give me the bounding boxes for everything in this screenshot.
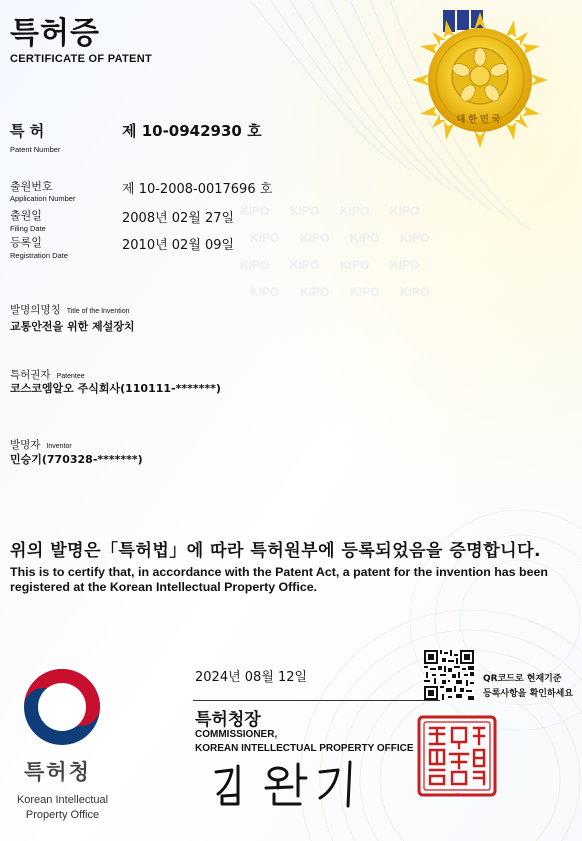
watermark-text: KIPO (240, 204, 270, 218)
svg-text:KIPO: KIPO (290, 204, 320, 218)
official-stamp (416, 714, 498, 798)
svg-text:KIPO: KIPO (350, 285, 380, 299)
office-name-en: Korean Intellectual Property Office (16, 794, 109, 821)
svg-text:KIPO: KIPO (390, 204, 420, 218)
svg-text:KIPO: KIPO (250, 231, 280, 245)
office-name-ko: 특허청 (24, 760, 91, 784)
patent-number-value: 제 10-0942930 호 (122, 122, 262, 140)
patentee-label-en: Patentee (56, 373, 85, 380)
svg-text:KIPO: KIPO (350, 231, 380, 245)
certification-text-ko: 위의 발명은「특허법」에 따라 특허원부에 등록되었음을 증명합니다. (10, 541, 541, 561)
page-subtitle: CERTIFICATE OF PATENT (10, 53, 152, 65)
inventor-label-en: Inventor (46, 443, 72, 450)
issue-date: 2024년 08월 12일 (195, 670, 308, 685)
svg-text:KIPO: KIPO (240, 258, 270, 272)
patent-number-label-en: Patent Number (10, 145, 61, 154)
qr-caption: QR코드로 현재기준 등록사항을 확인하세요 (483, 674, 574, 699)
filing-date-label-en: Filing Date (10, 224, 46, 233)
invention-title-label: 발명의명칭 (10, 304, 61, 316)
patentee-value: 코스코엠알오 주식회사(110111-*******) (10, 382, 221, 395)
invention-title-label-en: Title of the Invention (66, 308, 130, 315)
divider (193, 700, 440, 701)
kipo-logo-icon (22, 667, 102, 747)
commissioner-signature (208, 758, 368, 808)
patentee-label: 특허권자 (10, 369, 51, 381)
stamp-text: 특허청장인 (454, 794, 460, 795)
svg-text:KIPO: KIPO (400, 231, 430, 245)
application-number-label: 출원번호 (10, 180, 53, 193)
svg-text:KIPO: KIPO (300, 285, 330, 299)
seal-text: 대한민국 (456, 115, 504, 125)
qr-code-icon[interactable] (424, 650, 474, 700)
svg-text:KIPO: KIPO (390, 258, 420, 272)
registration-date-label: 등록일 (10, 236, 42, 249)
registration-date-value: 2010년 02월 09일 (122, 238, 235, 253)
filing-date-label: 출원일 (10, 209, 42, 222)
filing-date-value: 2008년 02월 27일 (122, 211, 235, 226)
application-number-value: 제 10-2008-0017696 호 (122, 182, 273, 197)
registration-date-label-en: Registration Date (10, 251, 68, 260)
svg-text:KIPO: KIPO (250, 285, 280, 299)
certification-text-en: This is to certify that, in accordance with the Patent Act, a patent for the invention has been registered at the Korean Intellectual Property Office. (10, 565, 548, 594)
inventor-value: 민승기(770328-*******) (10, 453, 143, 466)
svg-text:KIPO: KIPO (340, 204, 370, 218)
svg-text:KIPO: KIPO (340, 258, 370, 272)
inventor-label-row (10, 433, 72, 452)
invention-title-value: 교통안전을 위한 제설장치 (10, 320, 135, 333)
svg-text:KIPO: KIPO (300, 231, 330, 245)
national-seal-icon (410, 10, 550, 150)
svg-text:KIPO: KIPO (400, 285, 430, 299)
inventor-label: 발명자 (10, 439, 41, 451)
patent-number-label: 특 허 (10, 122, 45, 140)
svg-text:KIPO: KIPO (290, 258, 320, 272)
page-title: 특허증 (10, 16, 100, 51)
invention-title-label-row (10, 298, 130, 317)
application-number-label-en: Application Number (10, 194, 76, 203)
commissioner-title: 특허청장 (195, 710, 261, 730)
commissioner-title-en: COMMISSIONER, KOREAN INTELLECTUAL PROPERTY OFFICE (195, 729, 414, 754)
